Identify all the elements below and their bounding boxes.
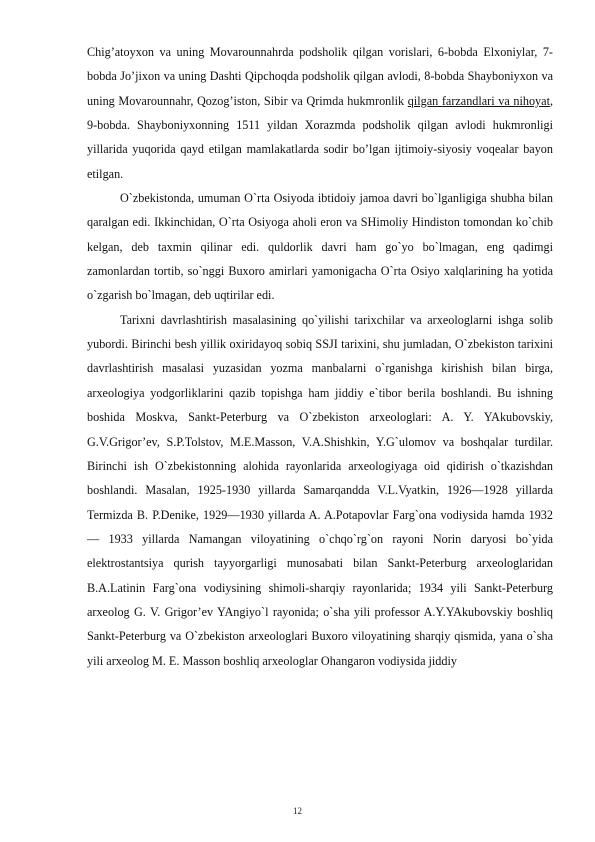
paragraph-1-text-end: , 9-bobda. Shayboniyxonning 1511 yildan Xorazmda podsholik qilgan avlodi hukmronligi yillarida yuqorida qayd etilgan mamlakatlarda sodir bo’lgan ijtimoiy-siyosiy voqealar bayon etilgan. (87, 93, 553, 181)
paragraph-2: O`zbekistonda, umuman O`rta Osiyoda ibtidoiy jamoa davri bo`lganligiga shubha bilan qaralgan edi. Ikkinchidan, O`rta Osiyoga aholi eron va SHimoliy Hindiston tomondan ko`chib kelgan, deb taxmin qilinar edi. quldorlik davri ham go`yo bo`lmagan, eng qadimgi zamonlardan tortib, so`nggi Buxoro amirlari yamonigacha O`rta Osiyo xalqlarining ha yotida o`zgarish bo`lmagan, deb uqtirilar edi. (87, 191, 553, 303)
paragraph-1-text-start: Chig’atoyxon va uning Movarounnahrda podsholik qilgan vorislari, 6-bobda Elxoniylar, 7-bobda Jo’jixon va uning Dashti Qipchoqda podsholik qilgan avlodi, 8-bobda Shayboniyxon va uning Movarounnahr, Qozog’iston, Sibir va Qrimda hukmronlik (87, 45, 553, 108)
underlined-phrase: qilgan farzandlari va nihoyat (407, 93, 550, 108)
paragraph-1 (87, 40, 553, 186)
paragraph-3: Tarixni davrlashtirish masalasining qo`yilishi tarixchilar va arxeologlarni ishga solib yubordi. Birinchi besh yillik oxiridayoq sobiq SSJI tarixini, shu jumladan, O`zbekiston tarixini davrlashtirish masalasi yuzasidan yozma manbalarni o`rganishga kirishish bilan birga, arxeologiya yodgorliklarini qazib topishga ham jiddiy e`tibor berila boshlandi. Bu ishning boshida Moskva, Sankt-Peterburg va O`zbekiston arxeologlari: A. Y. YAkubovskiy, G.V.Grigor’ev, S.P.Tolstov, M.E.Masson, V.A.Shishkin, Y.G`ulomov va boshqalar turdilar. Birinchi ish O`zbekistonning alohida rayonlarida arxeologiyaga oid qidirish o`tkazishdan boshlandi. Masalan, 1925-1930 yillarda Samarqandda V.L.Vyatkin, 1926—1928 yillarda Termizda B. P.Denike, 1929—1930 yillarda A. A.Potapovlar Farg`ona vodiysida hamda 1932 — 1933 yillarda Namangan viloyatining o`chqo`rg`on rayoni Norin daryosi bo`yida elektrostantsiya qurish tayyorgarligi munosabati bilan Sankt-Peterburg arxeologlaridan B.A.Latinin Farg`ona vodiysining shimoli-sharqiy rayonlarida; 1934 yili Sankt-Peterburg arxeolog G. V. Grigor’ev YAngiyo`l rayonida; o`sha yili professor A.Y.YAkubovskiy boshliq Sankt-Peterburg va O`zbekiston arxeologlari Buxoro viloyatining sharqiy qismida, yana o`sha yili arxeolog M. E. Masson boshliq arxeologlar Ohangaron vodiysida jiddiy (87, 312, 553, 668)
document-page (87, 40, 553, 673)
page-number: 12 (293, 806, 302, 816)
